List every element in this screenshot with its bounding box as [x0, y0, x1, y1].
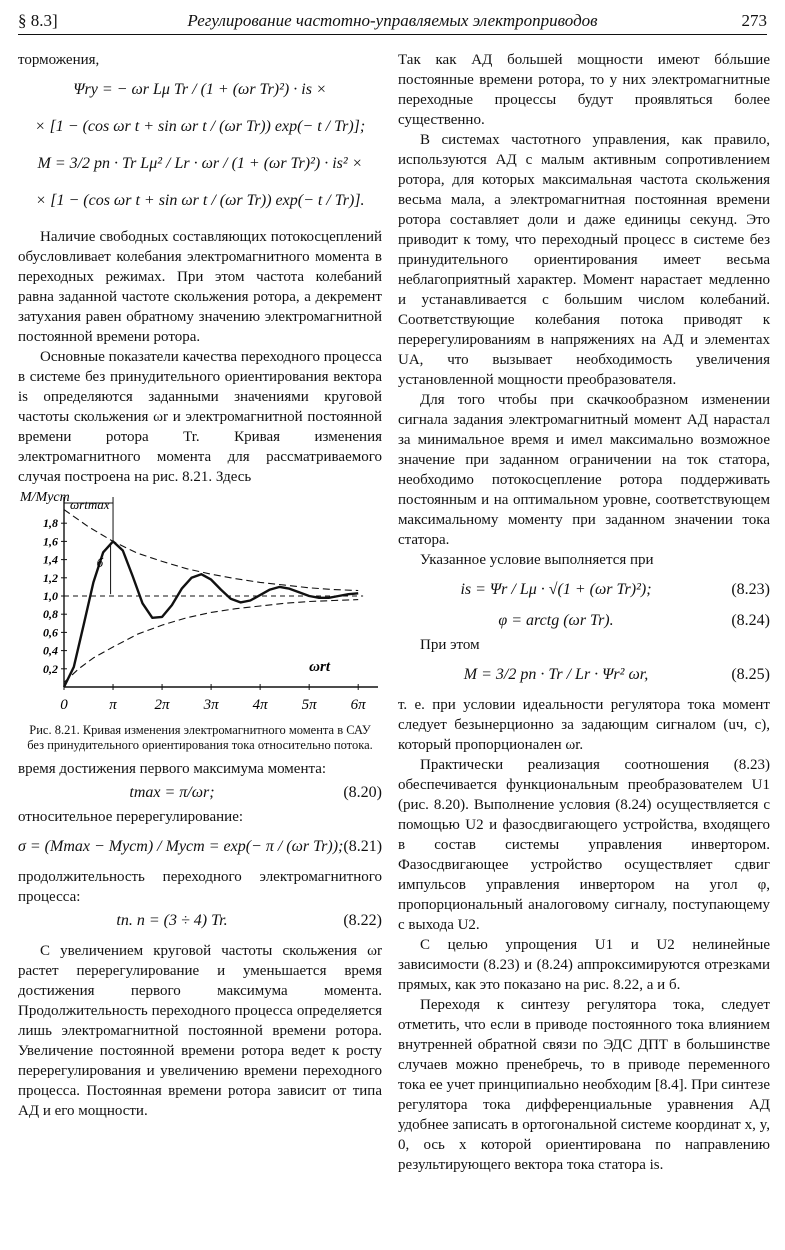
equation-8-25: M = 3/2 pп · Tr / Lr · Ψr² ωr, (8.25)	[463, 666, 770, 683]
paragraph: время достижения первого максимума момента:	[18, 761, 327, 777]
chart-annotations	[19, 491, 331, 675]
paragraph: С целью упрощения U1 и U2 нелинейные зависимости (8.23) и (8.24) аппроксимируются отрезками прямых, как это показано на рис. 8.22, а и б.	[398, 937, 770, 993]
left-column	[18, 50, 382, 1121]
y-axis-label: M/Mуст	[20, 491, 70, 505]
x-tick-label: 5π	[301, 697, 317, 713]
page-number: 273	[741, 11, 767, 30]
paragraph: продолжительность переходного электромагнитного процесса:	[18, 869, 382, 905]
x-tick-label: π	[109, 697, 117, 713]
x-axis-label: ωrt	[309, 659, 331, 675]
equation-8-22: tп. п = (3 ÷ 4) Tr. (8.22)	[116, 912, 382, 929]
formula-moment-line2: × [1 − (cos ωr t + sin ωr t / (ωr Tr)) exp(− t / Tr)].	[35, 192, 365, 209]
x-tick-label: 4π	[252, 697, 268, 713]
paragraph: Так как АД большей мощности имеют бóльшие постоянные времени ротора, то у них электромагнитные переходные процессы будут проявляться более существенно.	[398, 52, 770, 128]
equation-8-24: φ = arctg (ωr Tr). (8.24)	[498, 612, 770, 629]
equation-8-23: is = Ψr / Lμ · √(1 + (ωr Tr)²); (8.23)	[460, 581, 770, 598]
paragraph: Основные показатели качества переходного процесса в системе без принудительного ориентирования вектора is определяются заданными значениями круговой частоты скольжения ωr и электромагнитной постоянной времени ротора Tr. Кривая изменения электромагнитного момента для рассматриваемого случая построена на рис. 8.21. Здесь	[18, 349, 382, 485]
y-tick-label: 0,2	[43, 661, 58, 676]
paragraph: Указанное условие выполняется при	[420, 552, 654, 568]
x-tick-label: 2π	[154, 697, 170, 713]
paragraph: Наличие свободных составляющих потокосцеплений обусловливает колебания электромагнитного момента в переходных режимах. При этом частота колебаний равна заданной частоте скольжения ротора, а декремент затухания равен обратному значению электромагнитной постоянной времени ротора.	[18, 229, 382, 345]
formula-psi-line2: × [1 − (cos ωr t + sin ωr t / (ωr Tr)) exp(− t / Tr)];	[34, 118, 366, 135]
formula-psi-line1: Ψry = − ωr Lμ Tr / (1 + (ωr Tr)²) · is ×	[73, 81, 327, 98]
tmax-label: ωrtmax	[70, 497, 110, 512]
x-tick-label: 6π	[350, 697, 366, 713]
running-title: Регулирование частотно-управляемых электроприводов	[187, 11, 598, 30]
section-number: § 8.3]	[18, 11, 58, 30]
y-tick-label: 0,6	[43, 625, 58, 640]
equation-8-21: σ = (Mmax − Mуст) / Mуст = exp(− π / (ωr Tr)); (8.21)	[17, 838, 383, 855]
y-tick-label: 0,8	[43, 607, 58, 622]
paragraph: При этом	[420, 637, 480, 653]
moment-chart	[18, 491, 382, 721]
equation-8-20: tmax = π/ωr; (8.20)	[129, 784, 382, 801]
y-tick-label: 1,6	[43, 534, 58, 549]
x-tick-label: 3π	[203, 697, 219, 713]
y-tick-label: 1,4	[43, 552, 58, 567]
formula-moment-line1: M = 3/2 pп · Tr Lμ² / Lr · ωr / (1 + (ωr Tr)²) · is² ×	[37, 155, 363, 172]
chart-ticks	[43, 516, 366, 713]
figure-8-21	[18, 491, 382, 721]
running-header	[18, 8, 767, 35]
figure-caption: Рис. 8.21. Кривая изменения электромагнитного момента в САУ без принудительного ориентирования тока относительно потока.	[27, 723, 373, 752]
right-column	[398, 50, 770, 1175]
sigma-label: б	[96, 554, 104, 570]
paragraph: Переходя к синтезу регулятора тока, следует отметить, что если в приводе постоянного тока влиянием внутренней обратной связи по ЭДС ДПТ в большинстве случаев можно пренебречь, то в приводе переменного тока ее учет принципиально необходим [8.4]. При синтезе регулятора тока дифференциальные уравнения АД удобнее записать в ортогональной системе координат x, y, 0, ось x которой ориентирована по направлению результирующего вектора тока статора is.	[398, 997, 770, 1173]
y-tick-label: 1,2	[43, 570, 58, 585]
paragraph: С увеличением круговой частоты скольжения ωr растет перерегулирование и уменьшается время достижения первого максимума момента. Продолжительность переходного процесса определяется лишь электромагнитной постоянной времени ротора. Увеличение постоянной времени ротора ведет к росту перерегулирования и увеличению времени переходного процесса. Постоянная времени ротора зависит от типа АД и его мощности.	[18, 943, 382, 1119]
paragraph: Для того чтобы при скачкообразном изменении сигнала задания электромагнитный момент АД нарастал за минимальное время и имел максимально возможное значение при заданном ограничении на ток статора, необходимо потокосцепление ротора поддерживать постоянным и на оптимальном уровне, соответствующем максимальному моменту при заданном значении тока статора.	[398, 392, 770, 548]
paragraph: торможения,	[18, 52, 100, 68]
paragraph: т. е. при условии идеальности регулятора тока момент следует безынерционно за задающим сигналом (uч, с), который пропорционален ωr.	[398, 697, 770, 753]
paragraph: Практически реализация соотношения (8.23) обеспечивается функциональным преобразователем U1 (рис. 8.20). Выполнение условия (8.24) осуществляется с помощью U2 и фазосдвигающего устройства, входящего в состав системы управления инвертором. Фазосдвигающее устройство осуществляет сдвиг импульсов управления инвертором на угол φ, пропорциональный аналоговому сигналу, поступающему с выхода U2.	[398, 757, 770, 933]
paragraph: В системах частотного управления, как правило, используются АД с малым активным сопротивлением ротора, для которых максимальная частота скольжения весьма мала, а электромагнитная постоянная времени ротора составляет доли и даже единицы секунд. Это приводит к тому, что переходный процесс в системе без принудительного ориентирования имеет весьма неблагоприятный характер. Момент нарастает медленно и устанавливается с большим числом колебаний. Соответствующие колебания потока приводят к перерегулированиям в напряжениях на АД и элементах UA, что вызывает необходимость увеличения установленной мощности преобразователя.	[398, 132, 770, 388]
paragraph: относительное перерегулирование:	[18, 809, 244, 825]
chart-axes	[64, 497, 378, 687]
y-tick-label: 1,0	[43, 589, 58, 603]
y-tick-label: 1,8	[43, 516, 58, 531]
y-tick-label: 0,4	[43, 643, 58, 658]
x-tick-label: 0	[60, 697, 68, 713]
